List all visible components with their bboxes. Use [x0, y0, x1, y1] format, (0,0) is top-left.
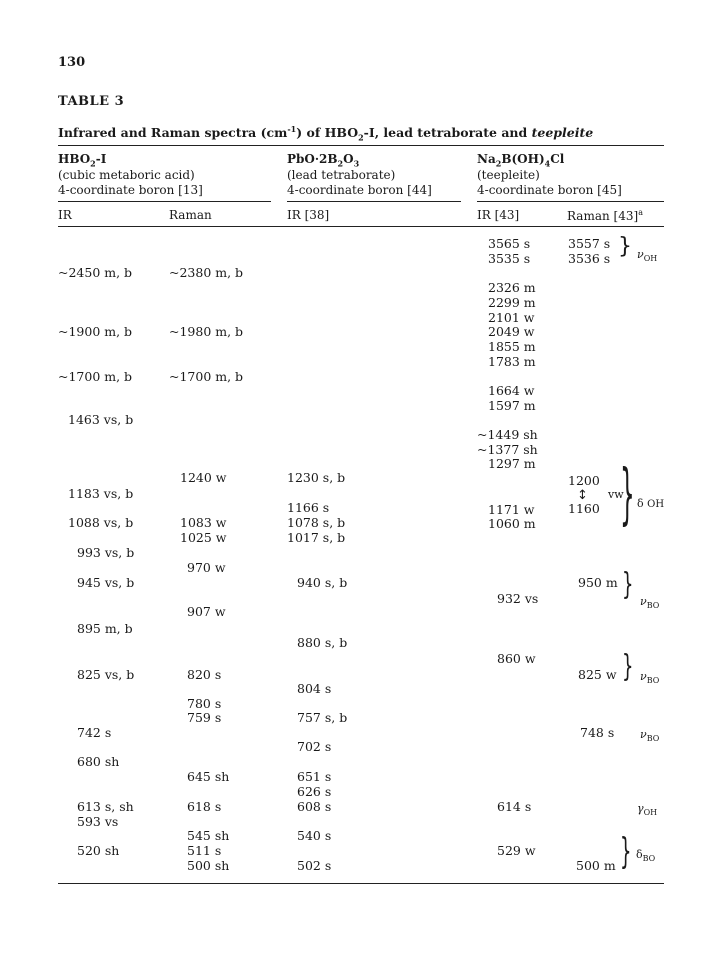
cell-teepleite-ir: ~1449 sh [477, 427, 538, 442]
cell-teepleite-ir: 2101 w [488, 310, 535, 325]
cell-teepleite-ir: ~1377 sh [477, 442, 538, 457]
cell-lead-ir: 1166 s [287, 500, 330, 515]
cell-hbo2-ir: 1463 vs, b [68, 412, 134, 427]
cell-lead-ir: 804 s [297, 681, 332, 696]
cell-teepleite-ir: 1060 m [488, 516, 536, 531]
cell-lead-ir: 540 s [297, 828, 332, 843]
cell-teepleite-ir: 932 vs [497, 591, 539, 606]
page-number: 130 [58, 55, 86, 70]
cell-teepleite-raman: 1200 [568, 473, 600, 488]
group-header-hbo2: $HBO_2-I$ [58, 152, 107, 169]
cell-teepleite-ir: 2049 w [488, 324, 535, 339]
group-name-lead: (lead tetraborate) [287, 168, 396, 182]
cell-teepleite-ir: 614 s [497, 799, 532, 814]
brace-icon: } [620, 831, 632, 872]
brace-icon: } [620, 455, 635, 532]
table-caption: Infrared and Raman spectra $(cm^{-1})$ of $HBO_2-I$, lead tetraborate and teepleite [58, 124, 594, 143]
cell-teepleite-ir: 1297 m [488, 456, 536, 471]
cell-hbo2-raman: 618 s [187, 799, 222, 814]
column-header-ir-hbo2: IR [58, 208, 72, 222]
cell-teepleite-raman: vw [608, 488, 624, 501]
group-header-teepleite: $Na_2B(OH)_4Cl$ [477, 152, 565, 169]
group-ref-hbo2: 4-coordinate boron [13] [58, 183, 203, 197]
brace-icon: } [622, 567, 634, 602]
rule-bottom [58, 883, 664, 884]
cell-lead-ir: 940 s, b [297, 575, 348, 590]
cell-teepleite-ir: 2299 m [488, 295, 536, 310]
group-name-hbo2: (cubic metaboric acid) [58, 168, 195, 182]
rule-group-teepleite [477, 201, 664, 202]
cell-teepleite-ir: 529 w [497, 843, 536, 858]
cell-hbo2-ir: 1088 vs, b [68, 515, 134, 530]
vibration-label: $\nu_{BO}$ [640, 670, 660, 686]
cell-hbo2-ir: ~1700 m, b [58, 369, 133, 384]
rule-top [58, 145, 664, 146]
cell-hbo2-ir: 825 vs, b [77, 667, 135, 682]
column-header-ir-teepleite: IR [43] [477, 208, 520, 222]
cell-teepleite-ir: 1783 m [488, 354, 536, 369]
vibration-label: δ OH [637, 497, 665, 510]
cell-hbo2-raman: ~1980 m, b [169, 324, 244, 339]
cell-teepleite-raman: 748 s [580, 725, 615, 740]
table-label: TABLE 3 [58, 94, 125, 109]
cell-hbo2-raman: 545 sh [187, 828, 230, 843]
cell-teepleite-raman: 3536 s [568, 251, 611, 266]
cell-hbo2-raman: 500 sh [187, 858, 230, 873]
cell-hbo2-raman: 759 s [187, 710, 222, 725]
cell-hbo2-raman: 1025 w [180, 530, 227, 545]
cell-lead-ir: 702 s [297, 739, 332, 754]
cell-hbo2-ir: 895 m, b [77, 621, 133, 636]
rule-header-bottom [58, 226, 664, 227]
cell-lead-ir: 651 s [297, 769, 332, 784]
cell-lead-ir: 502 s [297, 858, 332, 873]
cell-lead-ir: 608 s [297, 799, 332, 814]
rule-group-hbo2 [58, 201, 271, 202]
group-ref-lead: 4-coordinate boron [44] [287, 183, 432, 197]
range-arrow-icon: ↕ [577, 488, 588, 503]
vibration-label: $\nu_{BO}$ [640, 595, 660, 611]
cell-teepleite-ir: 1597 m [488, 398, 536, 413]
group-ref-teepleite: 4-coordinate boron [45] [477, 183, 622, 197]
cell-teepleite-raman: 500 m [576, 858, 616, 873]
cell-hbo2-ir: 993 vs, b [77, 545, 135, 560]
cell-hbo2-raman: 780 s [187, 696, 222, 711]
cell-teepleite-ir: 2326 m [488, 280, 536, 295]
cell-lead-ir: 1078 s, b [287, 515, 346, 530]
cell-hbo2-raman: 907 w [187, 604, 226, 619]
cell-hbo2-ir: 945 vs, b [77, 575, 135, 590]
brace-icon: } [618, 234, 632, 259]
cell-lead-ir: 1230 s, b [287, 470, 346, 485]
cell-hbo2-ir: 742 s [77, 725, 112, 740]
cell-lead-ir: 757 s, b [297, 710, 348, 725]
cell-teepleite-raman: 950 m [578, 575, 618, 590]
vibration-label: $\gamma_{OH}$ [637, 802, 658, 818]
cell-hbo2-raman: 820 s [187, 667, 222, 682]
cell-teepleite-ir: 1664 w [488, 383, 535, 398]
cell-teepleite-raman: 3557 s [568, 236, 611, 251]
cell-teepleite-raman: 825 w [578, 667, 617, 682]
cell-hbo2-raman: 1240 w [180, 470, 227, 485]
cell-teepleite-ir: 3565 s [488, 236, 531, 251]
rule-group-lead [287, 201, 461, 202]
cell-hbo2-ir: 680 sh [77, 754, 120, 769]
column-header-raman-teepleite: Raman $[43]^a$ [567, 208, 643, 223]
cell-teepleite-ir: 860 w [497, 651, 536, 666]
cell-lead-ir: 626 s [297, 784, 332, 799]
cell-hbo2-raman: 645 sh [187, 769, 230, 784]
column-header-raman-hbo2: Raman [169, 208, 212, 222]
vibration-label: $\nu_{BO}$ [640, 728, 660, 744]
cell-hbo2-ir: ~1900 m, b [58, 324, 133, 339]
cell-hbo2-ir: 593 vs [77, 814, 119, 829]
cell-hbo2-ir: ~2450 m, b [58, 265, 133, 280]
cell-hbo2-ir: 613 s, sh [77, 799, 134, 814]
cell-lead-ir: 880 s, b [297, 635, 348, 650]
cell-hbo2-raman: 1083 w [180, 515, 227, 530]
cell-teepleite-raman: 1160 [568, 501, 600, 516]
cell-teepleite-ir: 1855 m [488, 339, 536, 354]
cell-hbo2-ir: 520 sh [77, 843, 120, 858]
group-header-lead: $PbO\cdot 2B_2O_3$ [287, 152, 360, 169]
column-header-ir-lead: IR [38] [287, 208, 330, 222]
cell-hbo2-raman: ~2380 m, b [169, 265, 244, 280]
vibration-label: $\delta_{BO}$ [636, 848, 656, 864]
vibration-label: $\nu_{OH}$ [637, 248, 658, 264]
cell-lead-ir: 1017 s, b [287, 530, 346, 545]
cell-hbo2-raman: ~1700 m, b [169, 369, 244, 384]
cell-hbo2-raman: 970 w [187, 560, 226, 575]
brace-icon: } [622, 649, 634, 684]
cell-teepleite-ir: 3535 s [488, 251, 531, 266]
group-name-teepleite: (teepleite) [477, 168, 540, 182]
cell-teepleite-ir: 1171 w [488, 502, 535, 517]
cell-hbo2-raman: 511 s [187, 843, 222, 858]
cell-hbo2-ir: 1183 vs, b [68, 486, 134, 501]
